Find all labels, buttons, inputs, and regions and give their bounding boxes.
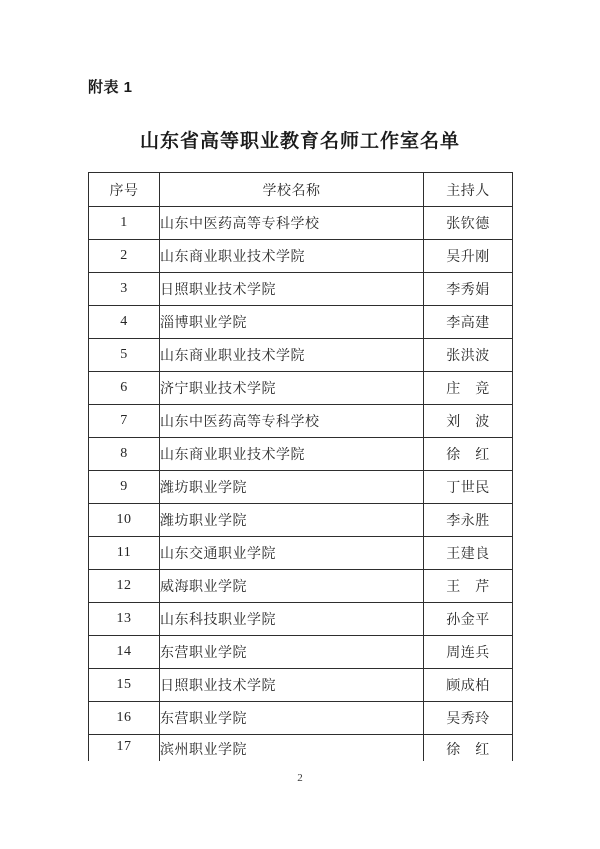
cell-host-name: 周连兵	[424, 636, 513, 669]
header-host: 主持人	[424, 173, 513, 207]
table-row	[89, 702, 513, 735]
cell-host-name: 李永胜	[424, 504, 513, 537]
table-row	[89, 537, 513, 570]
cell-host-name: 孙金平	[424, 603, 513, 636]
cell-host-name: 李高建	[424, 306, 513, 339]
cell-school-name: 山东科技职业学院	[160, 603, 424, 636]
header-row	[89, 173, 513, 207]
teacher-studio-table	[88, 172, 513, 761]
cell-serial-number: 2	[89, 240, 160, 273]
cell-serial-number: 7	[89, 405, 160, 438]
cell-school-name: 山东中医药高等专科学校	[160, 207, 424, 240]
cell-school-name: 潍坊职业学院	[160, 471, 424, 504]
table-row	[89, 339, 513, 372]
table-row	[89, 636, 513, 669]
cell-serial-number: 10	[89, 504, 160, 537]
cell-serial-number: 6	[89, 372, 160, 405]
cell-school-name: 山东商业职业技术学院	[160, 240, 424, 273]
cell-school-name: 淄博职业学院	[160, 306, 424, 339]
table-header	[89, 173, 513, 207]
cell-host-name: 吴升刚	[424, 240, 513, 273]
cell-host-name: 王建良	[424, 537, 513, 570]
cell-serial-number: 8	[89, 438, 160, 471]
table-row	[89, 570, 513, 603]
cell-school-name: 威海职业学院	[160, 570, 424, 603]
cell-school-name: 山东交通职业学院	[160, 537, 424, 570]
table-row	[89, 603, 513, 636]
cell-host-name: 张钦德	[424, 207, 513, 240]
cell-host-name: 徐 红	[424, 735, 513, 761]
table-row	[89, 471, 513, 504]
cell-host-name: 王 芹	[424, 570, 513, 603]
cell-serial-number: 9	[89, 471, 160, 504]
table-row	[89, 240, 513, 273]
cell-host-name: 刘 波	[424, 405, 513, 438]
cell-school-name: 山东商业职业技术学院	[160, 438, 424, 471]
cell-host-name: 李秀娟	[424, 273, 513, 306]
cell-serial-number: 5	[89, 339, 160, 372]
cell-serial-number: 13	[89, 603, 160, 636]
table-row	[89, 669, 513, 702]
cell-serial-number: 1	[89, 207, 160, 240]
appendix-label: 附表 1	[88, 79, 133, 96]
header-school-name: 学校名称	[160, 173, 424, 207]
cell-serial-number: 11	[89, 537, 160, 570]
table-row	[89, 504, 513, 537]
cell-serial-number: 15	[89, 669, 160, 702]
cell-school-name: 济宁职业技术学院	[160, 372, 424, 405]
cell-school-name: 东营职业学院	[160, 636, 424, 669]
cell-host-name: 顾成柏	[424, 669, 513, 702]
cell-serial-number: 16	[89, 702, 160, 735]
cell-school-name: 日照职业技术学院	[160, 669, 424, 702]
table-row	[89, 207, 513, 240]
cell-school-name: 山东中医药高等专科学校	[160, 405, 424, 438]
cell-school-name: 潍坊职业学院	[160, 504, 424, 537]
page-title: 山东省高等职业教育名师工作室名单	[139, 131, 460, 152]
cell-serial-number: 4	[89, 306, 160, 339]
page-number: 2	[297, 772, 303, 784]
cell-host-name: 徐 红	[424, 438, 513, 471]
cell-serial-number: 17	[89, 735, 160, 761]
table-row	[89, 306, 513, 339]
cell-school-name: 东营职业学院	[160, 702, 424, 735]
cell-host-name: 庄 竞	[424, 372, 513, 405]
cell-school-name: 日照职业技术学院	[160, 273, 424, 306]
cell-host-name: 丁世民	[424, 471, 513, 504]
cell-host-name: 张洪波	[424, 339, 513, 372]
cell-serial-number: 3	[89, 273, 160, 306]
cell-serial-number: 12	[89, 570, 160, 603]
cell-school-name: 滨州职业学院	[160, 735, 424, 761]
table-row	[89, 372, 513, 405]
table-body	[89, 207, 513, 761]
cell-school-name: 山东商业职业技术学院	[160, 339, 424, 372]
cell-serial-number: 14	[89, 636, 160, 669]
header-serial-number: 序号	[89, 173, 160, 207]
cell-host-name: 吴秀玲	[424, 702, 513, 735]
table-row	[89, 438, 513, 471]
table-row	[89, 735, 513, 761]
table-row	[89, 273, 513, 306]
table-row	[89, 405, 513, 438]
